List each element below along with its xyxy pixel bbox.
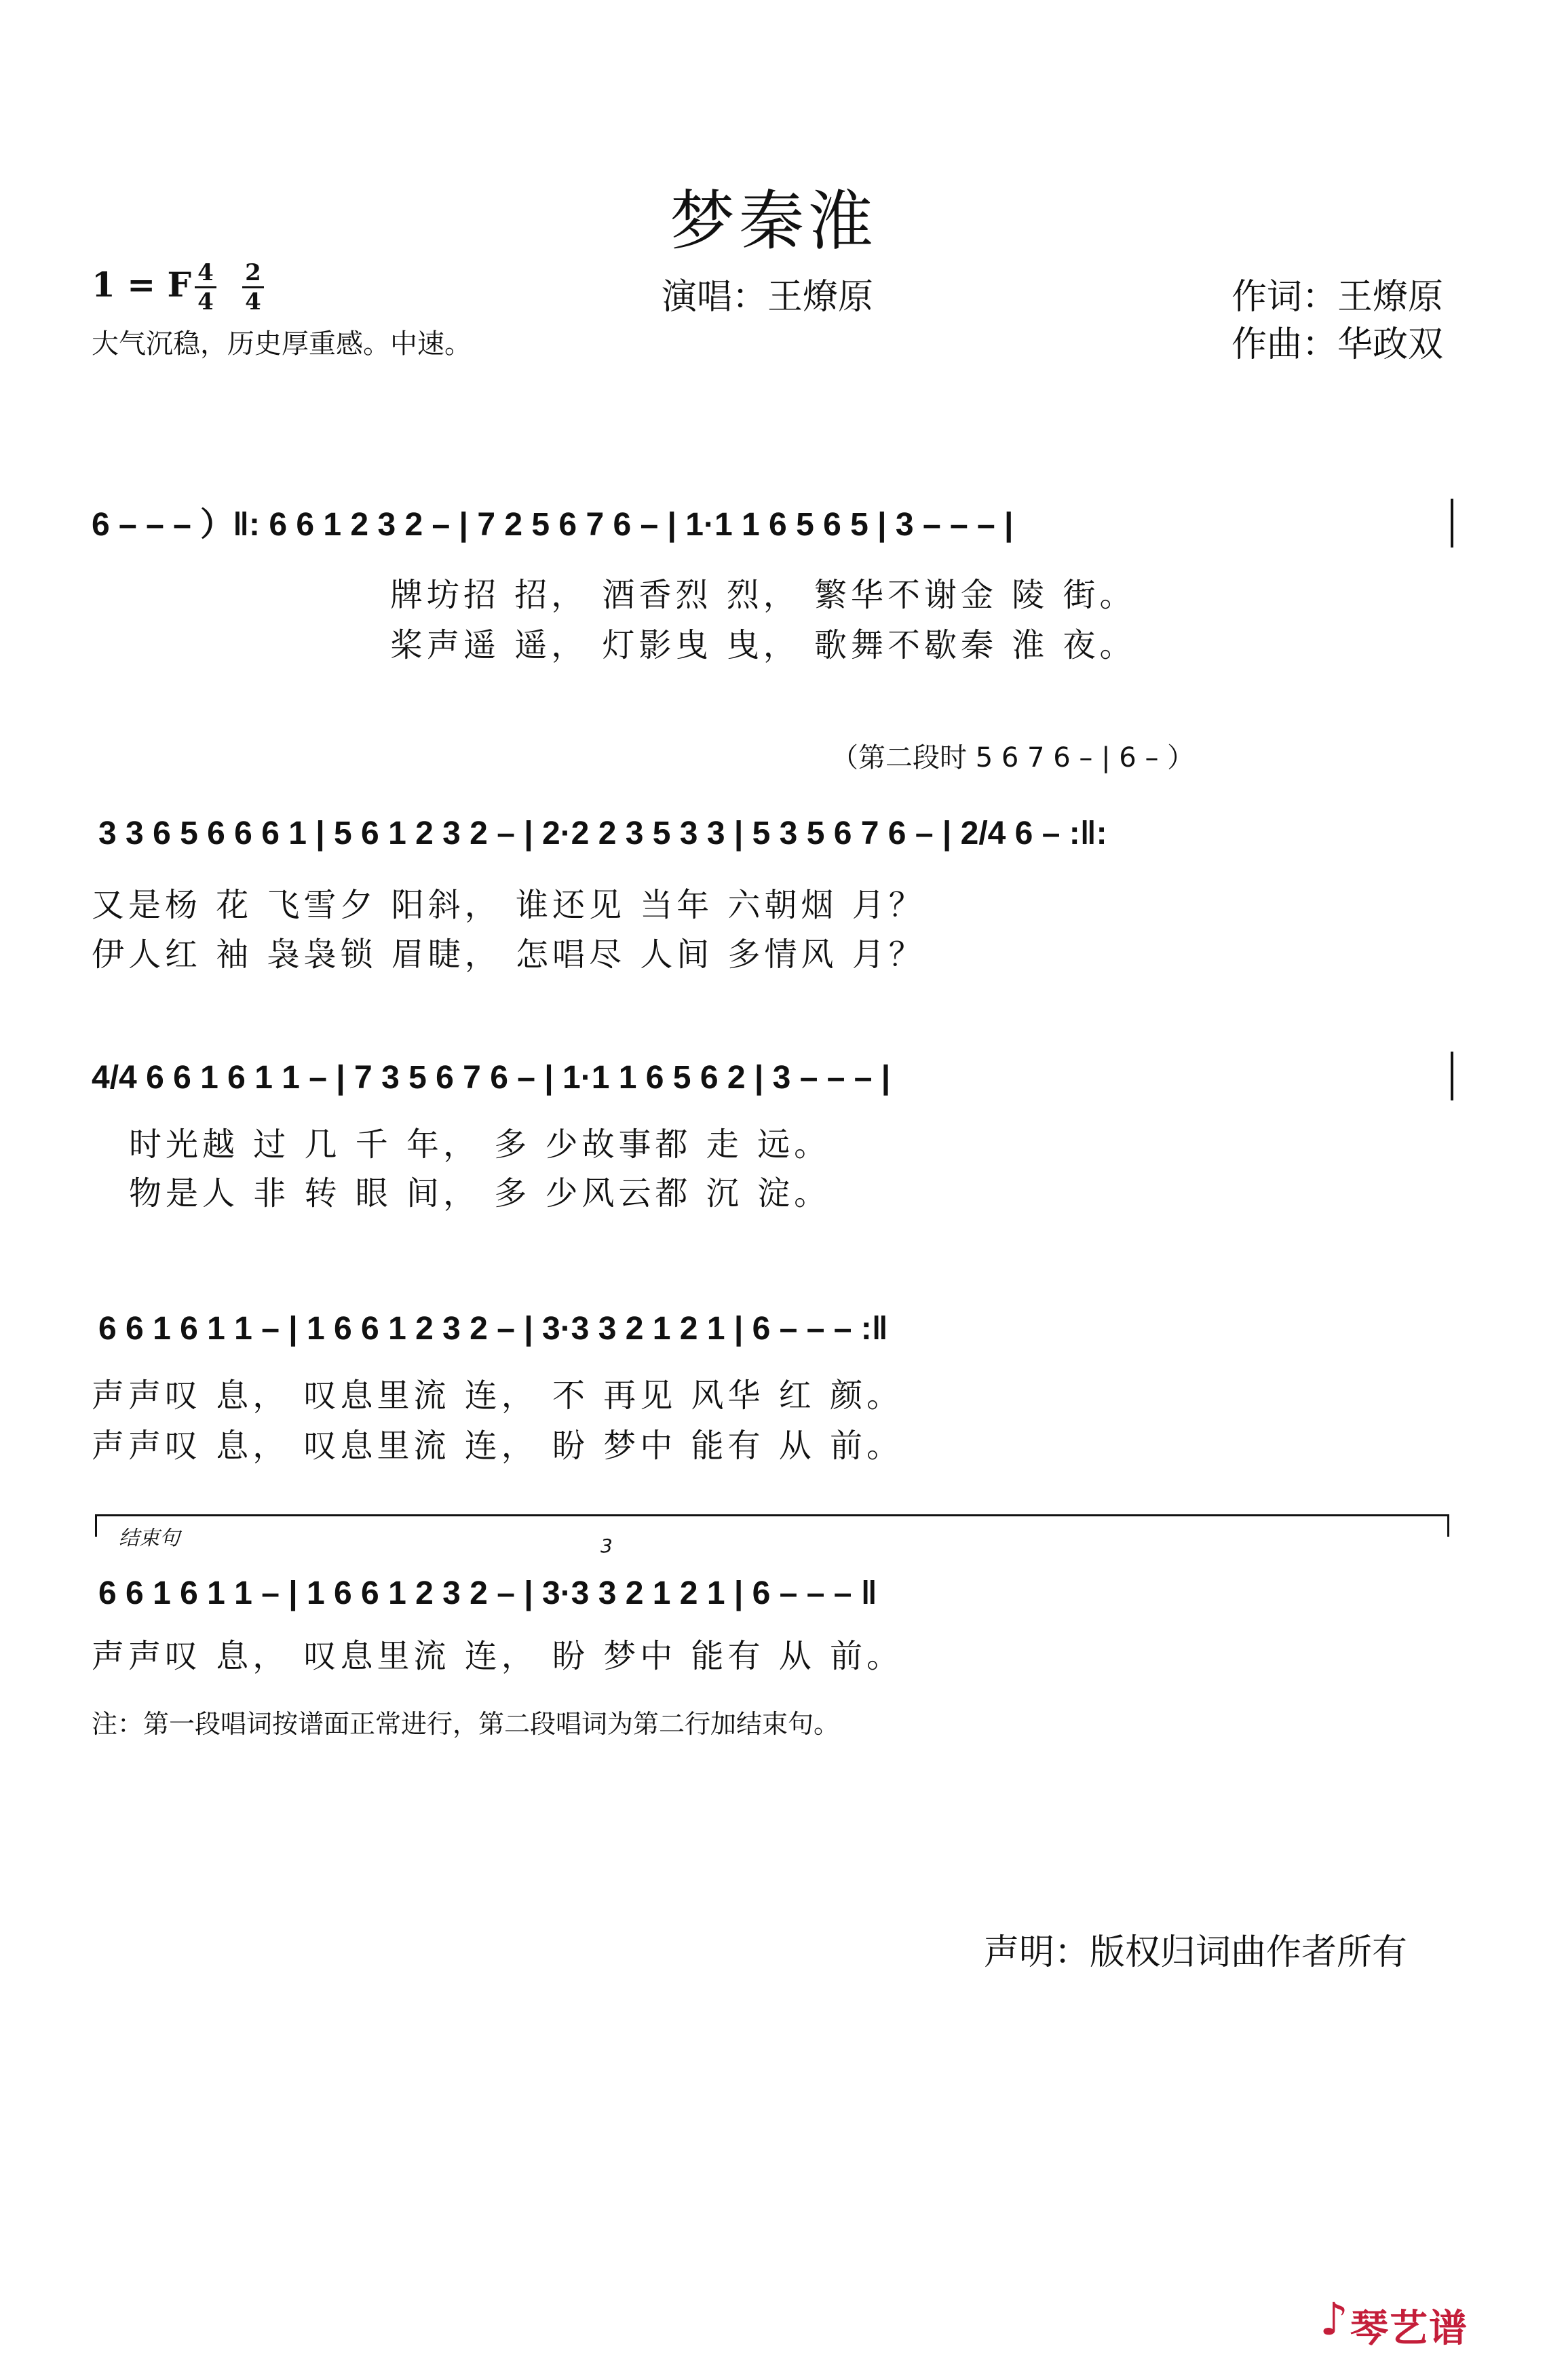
notation-line-4: 6 6 1 6 1 1 – | 1 6 6 1 2 3 2 – | 3·3 3 2 1 2 1 | 6 – – – :‖: [98, 1311, 888, 1347]
tempo-note: 大气沉稳，历史厚重感。中速。: [92, 328, 472, 360]
second-verse-note: （第二段时 5 6 7 6 – | 6 – ）: [831, 742, 1195, 773]
lyrics-line-4-verse-2: 声声叹 息， 叹息里流 连， 盼 梦中 能有 从 前。: [92, 1427, 904, 1465]
composer-credit: 作曲：华政双: [1231, 324, 1444, 365]
notation-line-5: 6 6 1 6 1 1 – | 1 6 6 1 2 3 2 – | 3·3 3 2 1 2 1 | 6 – – – ‖: [98, 1575, 877, 1611]
lyrics-line-3-verse-1: 时光越 过 几 千 年， 多 少故事都 走 远。: [129, 1126, 831, 1164]
ending-label: 结束句: [119, 1527, 180, 1550]
watermark-logo-icon: ♪: [1320, 2293, 1349, 2345]
lyrics-line-1-verse-2: 桨声遥 遥， 灯影曳 曳， 歌舞不歇秦 淮 夜。: [390, 626, 1137, 664]
lyricist-credit: 作词：王燎原: [1231, 277, 1444, 318]
key-signature: 1 = F: [92, 265, 191, 305]
ending-bracket: [95, 1514, 1449, 1537]
barline: [1451, 1052, 1453, 1100]
lyrics-line-5: 声声叹 息， 叹息里流 连， 盼 梦中 能有 从 前。: [92, 1637, 904, 1675]
footnote: 注：第一段唱词按谱面正常进行，第二段唱词为第二行加结束句。: [92, 1709, 840, 1739]
lyrics-line-3-verse-2: 物是人 非 转 眼 间， 多 少风云都 沉 淀。: [129, 1174, 831, 1212]
page-title: 梦秦淮: [670, 183, 877, 259]
copyright-notice: 声明：版权归词曲作者所有: [984, 1932, 1408, 1973]
notation-line-3: 4/4 6 6 1 6 1 1 – | 7 3 5 6 7 6 – | 1·1 1 6 5 6 2 | 3 – – – |: [92, 1060, 891, 1096]
lyrics-line-4-verse-1: 声声叹 息， 叹息里流 连， 不 再见 风华 红 颜。: [92, 1377, 904, 1415]
lyrics-line-2-verse-1: 又是杨 花 飞雪夕 阳斜， 谁还见 当年 六朝烟 月？: [92, 886, 925, 924]
notation-line-2: 3 3 6 5 6 6 6 1 | 5 6 1 2 3 2 – | 2·2 2 3 5 3 3 | 5 3 5 6 7 6 – | 2/4 6 – :‖:: [98, 815, 1107, 851]
time-signature-2-4: 2 4: [240, 260, 267, 315]
triplet-mark: 3: [600, 1535, 613, 1557]
lyrics-line-1-verse-1: 牌坊招 招， 酒香烈 烈， 繁华不谢金 陵 街。: [390, 576, 1137, 614]
watermark-text: 琴艺谱: [1350, 2307, 1468, 2351]
time-signature-4-4: 4 4: [192, 260, 219, 315]
singer-credit: 演唱：王燎原: [662, 277, 874, 318]
barline: [1451, 499, 1453, 548]
lyrics-line-2-verse-2: 伊人红 袖 袅袅锁 眉睫， 怎唱尽 人间 多情风 月？: [92, 936, 925, 974]
notation-line-1: 6 – – – ）‖: 6 6 1 2 3 2 – | 7 2 5 6 7 6 – | 1·1 1 6 5 6 5 | 3 – – – |: [92, 507, 1014, 543]
